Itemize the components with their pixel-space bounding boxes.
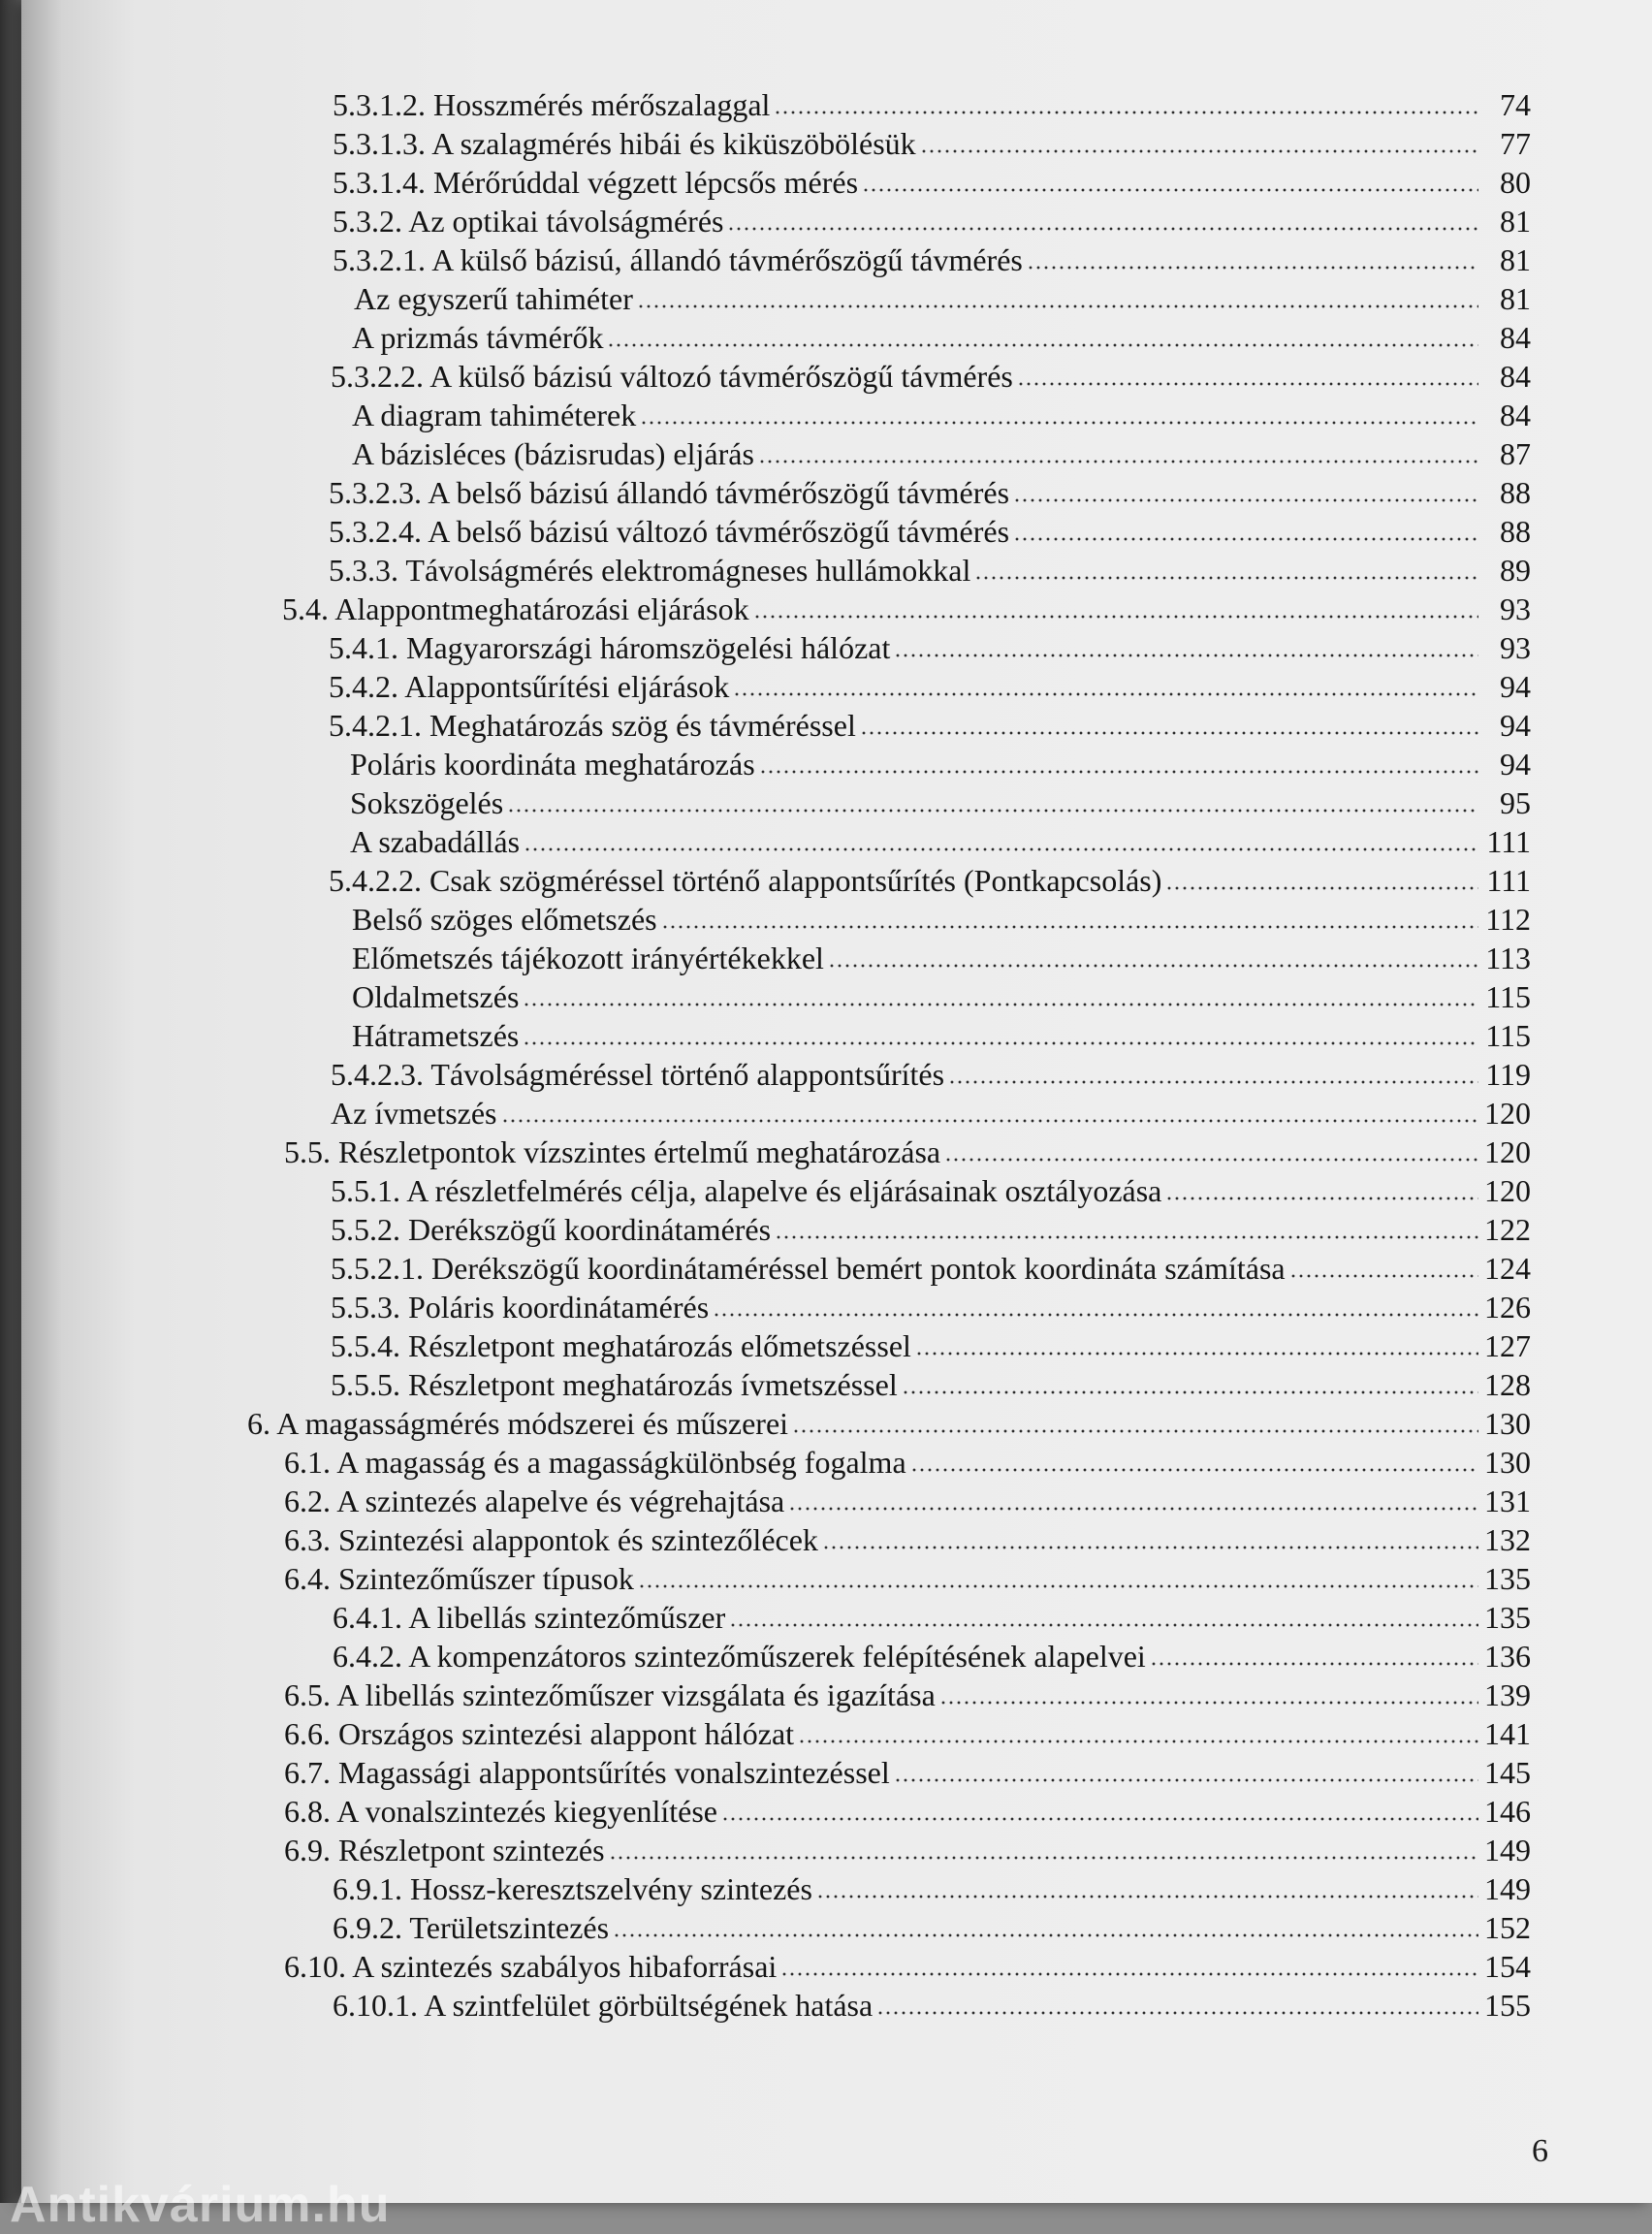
toc-entry-page: 141 [1484, 1716, 1531, 1751]
toc-entry-page: 93 [1500, 591, 1531, 626]
toc-entry-title: A diagram tahiméterek [352, 398, 637, 432]
dot-leader [822, 1544, 1478, 1551]
dot-leader [910, 1466, 1478, 1474]
toc-entry-title: 5.3.1.2. Hosszmérés mérőszalaggal [333, 87, 771, 122]
toc-entry [331, 1288, 1531, 1326]
toc-entry-title: Belső szöges előmetszés [352, 902, 657, 937]
dot-leader [758, 458, 1478, 465]
dot-leader [523, 1039, 1478, 1047]
toc-entry [329, 628, 1531, 667]
toc-entry [331, 357, 1531, 396]
page-number: 6 [1532, 2133, 1548, 2169]
dot-leader [774, 109, 1478, 116]
toc-entry-page: 130 [1484, 1406, 1531, 1441]
dot-leader [920, 147, 1478, 155]
toc-entry [331, 1171, 1531, 1210]
toc-entry-title: 6.8. A vonalszintezés kiegyenlítése [284, 1794, 717, 1829]
toc-entry-page: 115 [1485, 1018, 1531, 1053]
toc-entry-title: 5.4.1. Magyarországi háromszögelési hálózat [329, 630, 891, 665]
dot-leader [507, 807, 1478, 814]
toc-entry [284, 1714, 1531, 1753]
toc-entry-title: Sokszögelés [350, 785, 504, 820]
toc-entry-page: 155 [1484, 1988, 1531, 2023]
dot-leader [798, 1738, 1478, 1745]
toc-entry-page: 95 [1500, 785, 1531, 820]
toc-entry-page: 89 [1500, 553, 1531, 588]
toc-entry-page: 149 [1484, 1871, 1531, 1906]
dot-leader [609, 1854, 1478, 1862]
dot-leader [1165, 1195, 1478, 1202]
toc-entry-title: 6.4. Szintezőműszer típusok [284, 1561, 634, 1596]
toc-entry-page: 136 [1484, 1639, 1531, 1674]
toc-entry-page: 84 [1500, 398, 1531, 432]
dot-leader [894, 652, 1478, 659]
toc-entry-page: 119 [1485, 1057, 1531, 1092]
toc-entry-page: 112 [1485, 902, 1531, 937]
dot-leader [944, 1156, 1478, 1164]
toc-entry [333, 240, 1531, 279]
toc-entry [352, 396, 1531, 434]
toc-entry-title: 5.5.5. Részletpont meghatározás ívmetszéssel [331, 1367, 898, 1402]
toc-entry [331, 1055, 1531, 1094]
toc-entry-page: 80 [1500, 165, 1531, 200]
toc-entry-title: 6.7. Magassági alappontsűrítés vonalszintezéssel [284, 1755, 890, 1790]
toc-entry-page: 124 [1484, 1251, 1531, 1286]
dot-leader [523, 1001, 1478, 1008]
toc-entry-page: 120 [1484, 1173, 1531, 1208]
toc-entry [284, 1443, 1531, 1482]
toc-entry [329, 512, 1531, 551]
dot-leader [860, 729, 1478, 737]
toc-entry-title: 6.10.1. A szintfelület görbültségének hatása [333, 1988, 874, 2023]
toc-entry-page: 94 [1500, 669, 1531, 704]
toc-entry-title: 6.2. A szintezés alapelve és végrehajtása [284, 1484, 785, 1518]
toc-entry-page: 81 [1500, 281, 1531, 316]
toc-entry-title: Hátrametszés [352, 1018, 520, 1053]
toc-entry [284, 1753, 1531, 1792]
toc-entry-page: 74 [1500, 87, 1531, 122]
toc-entry-title: 6.1. A magasság és a magasságkülönbség fogalma [284, 1445, 906, 1480]
toc-entry [333, 1986, 1531, 2025]
toc-entry [333, 85, 1531, 124]
dot-leader [501, 1117, 1479, 1125]
toc-entry [329, 551, 1531, 590]
toc-entry-title: 5.3.3. Távolságmérés elektromágneses hullámokkal [329, 553, 971, 588]
toc-entry-page: 88 [1500, 475, 1531, 510]
dot-leader [1027, 264, 1478, 271]
toc-entry [352, 977, 1531, 1016]
toc-entry-title: A bázisléces (bázisrudas) eljárás [352, 436, 754, 471]
toc-entry-page: 120 [1484, 1096, 1531, 1131]
dot-leader [607, 341, 1478, 349]
dot-leader [753, 613, 1478, 621]
dot-leader [816, 1893, 1478, 1900]
toc-entry [284, 1831, 1531, 1869]
toc-entry-page: 93 [1500, 630, 1531, 665]
toc-entry-page: 120 [1484, 1134, 1531, 1169]
toc-entry-title: 6.10. A szintezés szabályos hibaforrásai [284, 1949, 778, 1984]
toc-entry [352, 318, 1531, 357]
toc-entry-page: 84 [1500, 359, 1531, 394]
toc-entry-title: 5.4. Alappontmeghatározási eljárások [282, 591, 749, 626]
dot-leader [902, 1388, 1478, 1396]
dot-leader [1150, 1660, 1478, 1668]
toc-entry-title: 5.5.2.1. Derékszögű koordinátaméréssel bemért pontok koordináta számítása [331, 1251, 1286, 1286]
toc-entry [333, 1869, 1531, 1908]
toc-entry [331, 1094, 1531, 1133]
toc-entry-page: 84 [1500, 320, 1531, 355]
toc-entry-page: 115 [1485, 979, 1531, 1014]
toc-entry-page: 113 [1485, 941, 1531, 975]
toc-entry [331, 1365, 1531, 1404]
toc-entry [329, 667, 1531, 706]
toc-entry-page: 94 [1500, 708, 1531, 743]
watermark-text: Antikvárium.hu [10, 2177, 391, 2233]
toc-entry [350, 822, 1531, 861]
toc-entry-page: 152 [1484, 1910, 1531, 1945]
dot-leader [862, 186, 1478, 194]
dot-leader [524, 846, 1478, 853]
toc-entry [352, 434, 1531, 473]
toc-entry-title: 5.3.2.3. A belső bázisú állandó távmérőszögű távmérés [329, 475, 1010, 510]
toc-entry [333, 1908, 1531, 1947]
toc-entry-page: 139 [1484, 1677, 1531, 1712]
toc-entry-page: 111 [1486, 824, 1531, 859]
toc-entry-title: 6.9. Részletpont szintezés [284, 1833, 605, 1867]
toc-entry-title: 5.5. Részletpontok vízszintes értelmű meghatározása [284, 1134, 941, 1169]
toc-entry-page: 81 [1500, 204, 1531, 239]
toc-entry-title: 6.3. Szintezési alappontok és szintezőlécek [284, 1522, 818, 1557]
toc-entry-page: 87 [1500, 436, 1531, 471]
toc-entry [352, 1016, 1531, 1055]
toc-entry [329, 861, 1531, 900]
toc-entry-page: 132 [1484, 1522, 1531, 1557]
dot-leader [876, 2009, 1478, 2017]
toc-entry [284, 1520, 1531, 1559]
toc-entry-title: 6.6. Országos szintezési alappont hálózat [284, 1716, 795, 1751]
dot-leader [1013, 496, 1478, 504]
dot-leader [721, 1815, 1478, 1823]
toc-entry-title: 5.3.1.3. A szalagmérés hibái és kiküszöbölésük [333, 126, 916, 161]
toc-entry-title: 5.5.3. Poláris koordinátamérés [331, 1290, 710, 1324]
dot-leader [713, 1311, 1478, 1319]
toc-entry [331, 1210, 1531, 1249]
dot-leader [939, 1699, 1478, 1707]
toc-entry-title: 5.5.4. Részletpont meghatározás előmetszéssel [331, 1328, 911, 1363]
dot-leader [1289, 1272, 1478, 1280]
toc-entry-title: 6.9.1. Hossz-keresztszelvény szintezés [333, 1871, 812, 1906]
toc-entry-title: Az egyszerű tahiméter [354, 281, 633, 316]
dot-leader [915, 1350, 1478, 1357]
toc-entry [284, 1947, 1531, 1986]
toc-entry [333, 124, 1531, 163]
toc-entry-title: 5.3.2.2. A külső bázisú változó távmérőszögű távmérés [331, 359, 1013, 394]
toc-entry [352, 900, 1531, 939]
toc-entry-title: Poláris koordináta meghatározás [350, 747, 755, 782]
toc-entry-title: 5.4.2.2. Csak szögméréssel történő alappontsűrítés (Pontkapcsolás) [329, 863, 1162, 898]
toc-entry [333, 202, 1531, 240]
toc-entry [284, 1482, 1531, 1520]
toc-entry [333, 1637, 1531, 1676]
dot-leader [638, 1582, 1478, 1590]
toc-entry-title: 6. A magasságmérés módszerei és műszerei [247, 1406, 789, 1441]
toc-entry-page: 131 [1484, 1484, 1531, 1518]
toc-entry-title: Az ívmetszés [331, 1096, 497, 1131]
dot-leader [733, 690, 1478, 698]
toc-entry [284, 1676, 1531, 1714]
dot-leader [948, 1078, 1478, 1086]
toc-entry-page: 77 [1500, 126, 1531, 161]
dot-leader [637, 303, 1478, 310]
toc-entry-title: A szabadállás [350, 824, 521, 859]
toc-entry-title: 5.3.2. Az optikai távolságmérés [333, 204, 724, 239]
dot-leader [974, 574, 1478, 582]
dot-leader [780, 1970, 1478, 1978]
toc-entry-title: 6.5. A libellás szintezőműszer vizsgálata és igazítása [284, 1677, 936, 1712]
toc-entry-title: 5.3.1.4. Mérőrúddal végzett lépcsős mérés [333, 165, 859, 200]
dot-leader [894, 1776, 1478, 1784]
toc-entry [284, 1133, 1531, 1171]
dot-leader [1013, 535, 1478, 543]
toc-entry-page: 88 [1500, 514, 1531, 549]
toc-entry-page: 94 [1500, 747, 1531, 782]
toc-entry [352, 939, 1531, 977]
dot-leader [1165, 884, 1478, 892]
toc-entry [247, 1404, 1531, 1443]
toc-entry-page: 111 [1486, 863, 1531, 898]
toc-entry-page: 130 [1484, 1445, 1531, 1480]
toc-entry-title: 5.4.2. Alappontsűrítési eljárások [329, 669, 730, 704]
dot-leader [775, 1233, 1478, 1241]
toc-entry-page: 154 [1484, 1949, 1531, 1984]
toc-entry-page: 146 [1484, 1794, 1531, 1829]
toc-entry-page: 149 [1484, 1833, 1531, 1867]
toc-entry-title: 5.4.2.3. Távolságméréssel történő alappontsűrítés [331, 1057, 945, 1092]
toc-entry [331, 1249, 1531, 1288]
toc-entry-page: 81 [1500, 242, 1531, 277]
dot-leader [640, 419, 1478, 427]
toc-entry-title: A prizmás távmérők [352, 320, 604, 355]
toc-entry-title: 6.4.2. A kompenzátoros szintezőműszerek felépítésének alapelvei [333, 1639, 1146, 1674]
toc-entry [331, 1326, 1531, 1365]
toc-entry-title: 5.5.2. Derékszögű koordinátamérés [331, 1212, 772, 1247]
dot-leader [792, 1427, 1478, 1435]
toc-entry [333, 1598, 1531, 1637]
toc-entry-title: 5.3.2.1. A külső bázisú, állandó távmérőszögű távmérés [333, 242, 1023, 277]
toc-entry-title: 6.9.2. Területszintezés [333, 1910, 610, 1945]
toc-entry-title: Oldalmetszés [352, 979, 520, 1014]
toc-entry-title: 5.4.2.1. Meghatározás szög és távméréssel [329, 708, 856, 743]
toc-entry-title: 6.4.1. A libellás szintezőműszer [333, 1600, 726, 1635]
toc-entry [329, 706, 1531, 745]
toc-entry-title: 5.3.2.4. A belső bázisú változó távmérőszögű távmérés [329, 514, 1010, 549]
dot-leader [828, 962, 1478, 970]
toc-entry-page: 135 [1484, 1600, 1531, 1635]
dot-leader [727, 225, 1478, 233]
toc-entry-page: 135 [1484, 1561, 1531, 1596]
toc-entry [329, 473, 1531, 512]
toc-entry-title: 5.5.1. A részletfelmérés célja, alapelve és eljárásainak osztályozása [331, 1173, 1162, 1208]
toc-entry [284, 1792, 1531, 1831]
dot-leader [1017, 380, 1478, 388]
toc-entry-page: 126 [1484, 1290, 1531, 1324]
dot-leader [759, 768, 1478, 776]
toc-entry [333, 163, 1531, 202]
dot-leader [788, 1505, 1478, 1513]
dot-leader [613, 1931, 1478, 1939]
toc-entry [350, 745, 1531, 783]
dot-leader [729, 1621, 1478, 1629]
toc-entry [350, 783, 1531, 822]
toc-entry-title: Előmetszés tájékozott irányértékekkel [352, 941, 824, 975]
toc-entry-page: 128 [1484, 1367, 1531, 1402]
dot-leader [661, 923, 1478, 931]
toc-entry [282, 590, 1531, 628]
toc-entry-page: 145 [1484, 1755, 1531, 1790]
toc-entry-page: 122 [1484, 1212, 1531, 1247]
toc-entry-page: 127 [1484, 1328, 1531, 1363]
toc-entry [284, 1559, 1531, 1598]
toc-entry [354, 279, 1531, 318]
